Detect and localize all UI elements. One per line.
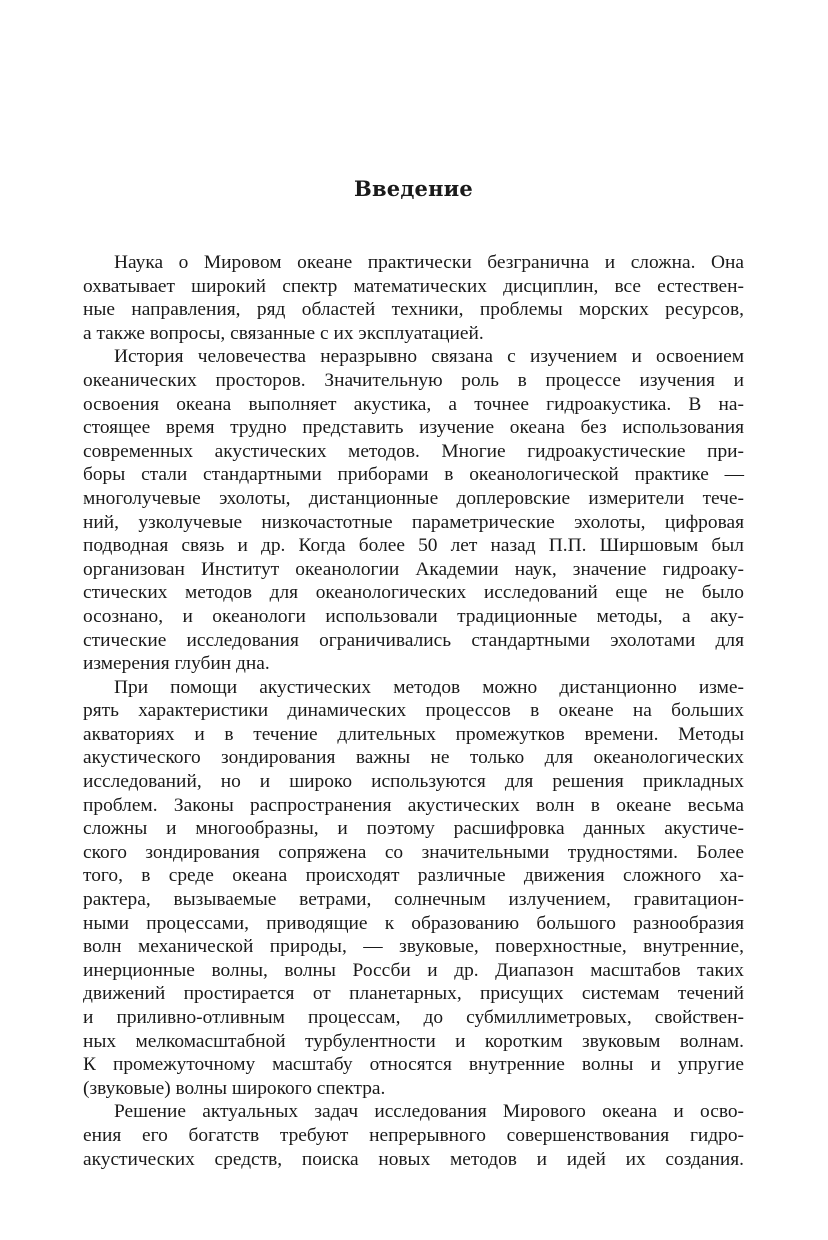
- text-line: инерционные волны, волны Россби и др. Диапазон масштабов таких: [83, 959, 744, 981]
- text-line: (звуковые) волны широкого спектра.: [83, 1077, 386, 1099]
- text-line: сложны и многообразны, и поэтому расшифровка данных акустиче-: [83, 818, 744, 840]
- text-line: стические исследования ограничивались стандартными эхолотами для: [83, 629, 744, 651]
- text-line: измерения глубин дна.: [83, 653, 270, 675]
- text-line: движений простирается от планетарных, присущих системам течений: [83, 983, 744, 1005]
- text-line: современных акустических методов. Многие гидроакустические при-: [83, 440, 744, 462]
- body-text: [83, 251, 744, 1171]
- text-line: и приливно-отливным процессам, до субмиллиметровых, свойствен-: [83, 1007, 744, 1028]
- text-line: При помощи акустических методов можно дистанционно изме-: [114, 676, 744, 698]
- text-line: стоящее время трудно представить изучение океана без использования: [83, 417, 744, 439]
- text-line: акваториях и в течение длительных промежутков времени. Методы: [83, 723, 744, 745]
- text-line: осознано, и океанологи использовали традиционные методы, а аку-: [83, 605, 744, 627]
- text-line: подводная связь и др. Когда более 50 лет назад П.П. Ширшовым был: [83, 535, 744, 557]
- text-line: боры стали стандартными приборами в океанологической практике —: [83, 464, 744, 486]
- text-line: стических методов для океанологических исследований еще не было: [83, 582, 744, 604]
- text-line: История человечества неразрывно связана с изучением и освоением: [114, 346, 744, 368]
- text-line: акустических средств, поиска новых методов и идей их создания.: [83, 1148, 744, 1170]
- text-line: океанических просторов. Значительную роль в процессе изучения и: [83, 369, 744, 391]
- text-line: волн механической природы, — звуковые, поверхностные, внутренние,: [83, 936, 744, 958]
- text-line: проблем. Законы распространения акустических волн в океане весьма: [83, 794, 744, 816]
- text-line: организован Институт океанологии Академии наук, значение гидроаку-: [83, 558, 744, 580]
- text-line: К промежуточному масштабу относятся внутренние волны и упругие: [83, 1054, 744, 1076]
- text-line: исследований, но и широко используются для решения прикладных: [83, 771, 744, 793]
- text-line: того, в среде океана происходят различные движения сложного ха-: [83, 865, 744, 887]
- text-line: ения его богатств требуют непрерывного совершенствования гидро-: [83, 1124, 744, 1146]
- paragraph: [83, 251, 744, 345]
- paragraph: [83, 1100, 744, 1171]
- text-line: ных мелкомасштабной турбулентности и коротким звуковым волнам.: [83, 1030, 744, 1052]
- page: [83, 176, 744, 1171]
- text-line: а также вопросы, связанные с их эксплуатацией.: [83, 322, 484, 344]
- chapter-title: Введение: [354, 176, 473, 201]
- text-line: охватывает широкий спектр математических дисциплин, все естествен-: [83, 275, 744, 297]
- paragraph: [83, 676, 744, 1101]
- text-line: Наука о Мировом океане практически безгранична и сложна. Она: [114, 252, 744, 273]
- text-line: акустического зондирования важны не только для океанологических: [83, 747, 744, 769]
- text-line: ными процессами, приводящие к образованию большого разнообразия: [83, 912, 744, 934]
- text-line: многолучевые эхолоты, дистанционные доплеровские измерители тече-: [83, 487, 744, 509]
- text-line: ского зондирования сопряжена со значительными трудностями. Более: [83, 841, 744, 863]
- text-line: ные направления, ряд областей техники, проблемы морских ресурсов,: [83, 299, 744, 321]
- text-line: ний, узколучевые низкочастотные параметрические эхолоты, цифровая: [83, 511, 744, 533]
- text-line: освоения океана выполняет акустика, а точнее гидроакустика. В на-: [83, 393, 744, 415]
- paragraph: [83, 345, 744, 675]
- text-line: рактера, вызываемые ветрами, солнечным излучением, гравитацион-: [83, 889, 744, 911]
- text-line: Решение актуальных задач исследования Мирового океана и осво-: [114, 1101, 744, 1123]
- text-line: рять характеристики динамических процессов в океане на больших: [83, 700, 744, 722]
